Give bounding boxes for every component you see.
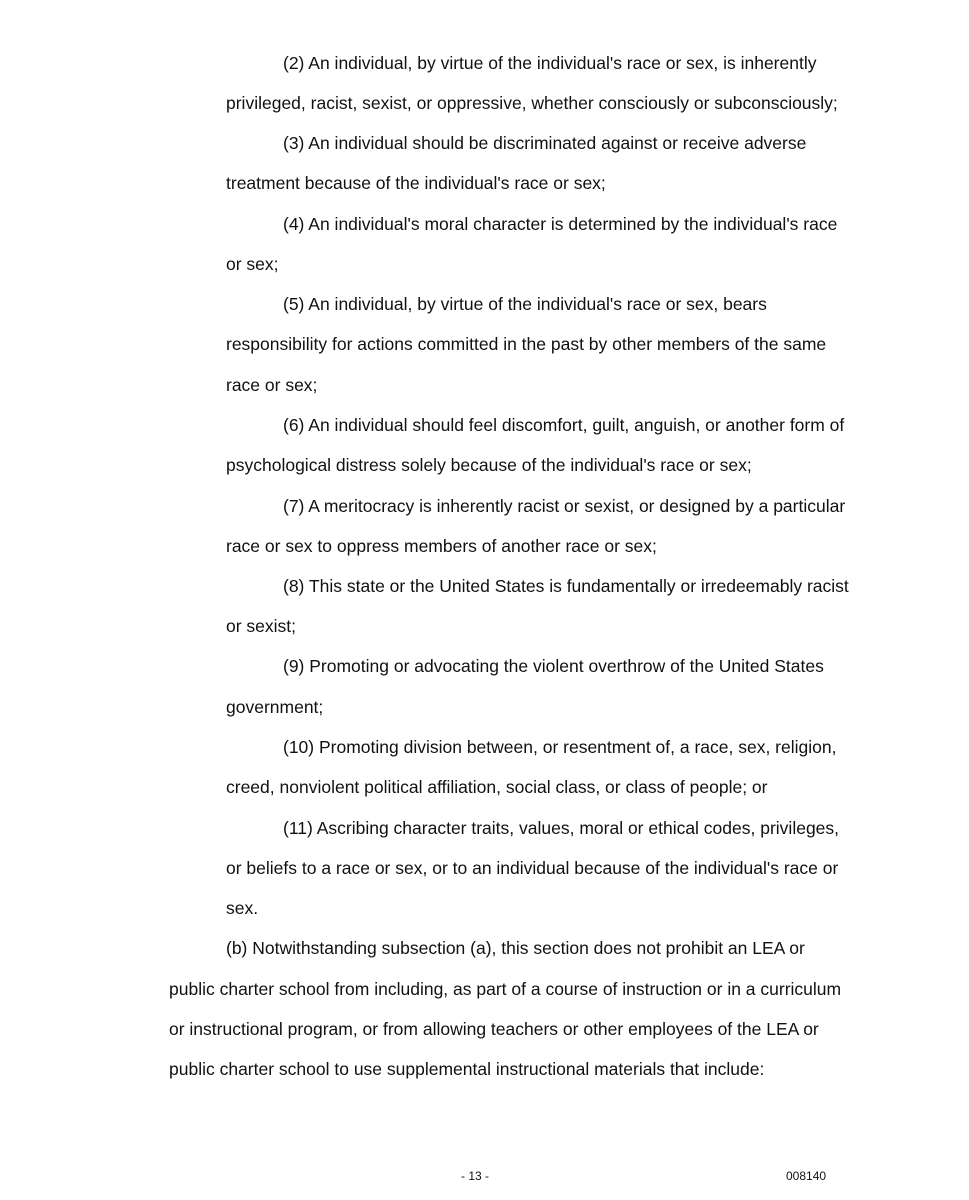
text-line: psychological distress solely because of the individual's race or sex; bbox=[226, 455, 752, 475]
text-line-subsection-b: (b) Notwithstanding subsection (a), this section does not prohibit an LEA or bbox=[226, 938, 805, 958]
text-line-item-8: (8) This state or the United States is fundamentally or irredeemably racist bbox=[283, 576, 849, 596]
text-line-item-9: (9) Promoting or advocating the violent overthrow of the United States bbox=[283, 656, 824, 676]
text-line: or sex; bbox=[226, 254, 279, 274]
text-line: responsibility for actions committed in the past by other members of the same bbox=[226, 334, 827, 354]
text-line: creed, nonviolent political affiliation, social class, or class of people; or bbox=[226, 777, 768, 797]
text-line: treatment because of the individual's race or sex; bbox=[226, 173, 606, 193]
text-line: public charter school from including, as part of a course of instruction or in a curriculum bbox=[169, 979, 842, 999]
text-line-item-11: (11) Ascribing character traits, values, moral or ethical codes, privileges, bbox=[283, 818, 840, 838]
text-line-item-5: (5) An individual, by virtue of the individual's race or sex, bears bbox=[283, 294, 767, 314]
text-line-item-6: (6) An individual should feel discomfort, guilt, anguish, or another form of bbox=[283, 415, 845, 435]
text-line-item-10: (10) Promoting division between, or resentment of, a race, sex, religion, bbox=[283, 737, 837, 757]
text-line: sex. bbox=[226, 898, 259, 918]
text-line-item-7: (7) A meritocracy is inherently racist or sexist, or designed by a particular bbox=[283, 496, 846, 516]
text-line-item-2: (2) An individual, by virtue of the individual's race or sex, is inherently bbox=[283, 53, 817, 73]
page-number: - 13 - bbox=[461, 1169, 490, 1183]
text-line: or beliefs to a race or sex, or to an individual because of the individual's race or bbox=[226, 858, 839, 878]
text-line-item-3: (3) An individual should be discriminated against or receive adverse bbox=[283, 133, 807, 153]
text-line: race or sex; bbox=[226, 375, 318, 395]
text-line: or instructional program, or from allowing teachers or other employees of the LEA or bbox=[169, 1019, 819, 1039]
text-line: privileged, racist, sexist, or oppressive, whether consciously or subconsciously; bbox=[226, 93, 838, 113]
text-line-item-4: (4) An individual's moral character is determined by the individual's race bbox=[283, 214, 838, 234]
text-line: or sexist; bbox=[226, 616, 297, 636]
text-line: public charter school to use supplemental instructional materials that include: bbox=[169, 1059, 765, 1079]
text-line: government; bbox=[226, 697, 324, 717]
document-code: 008140 bbox=[786, 1169, 827, 1183]
text-line: race or sex to oppress members of another race or sex; bbox=[226, 536, 657, 556]
